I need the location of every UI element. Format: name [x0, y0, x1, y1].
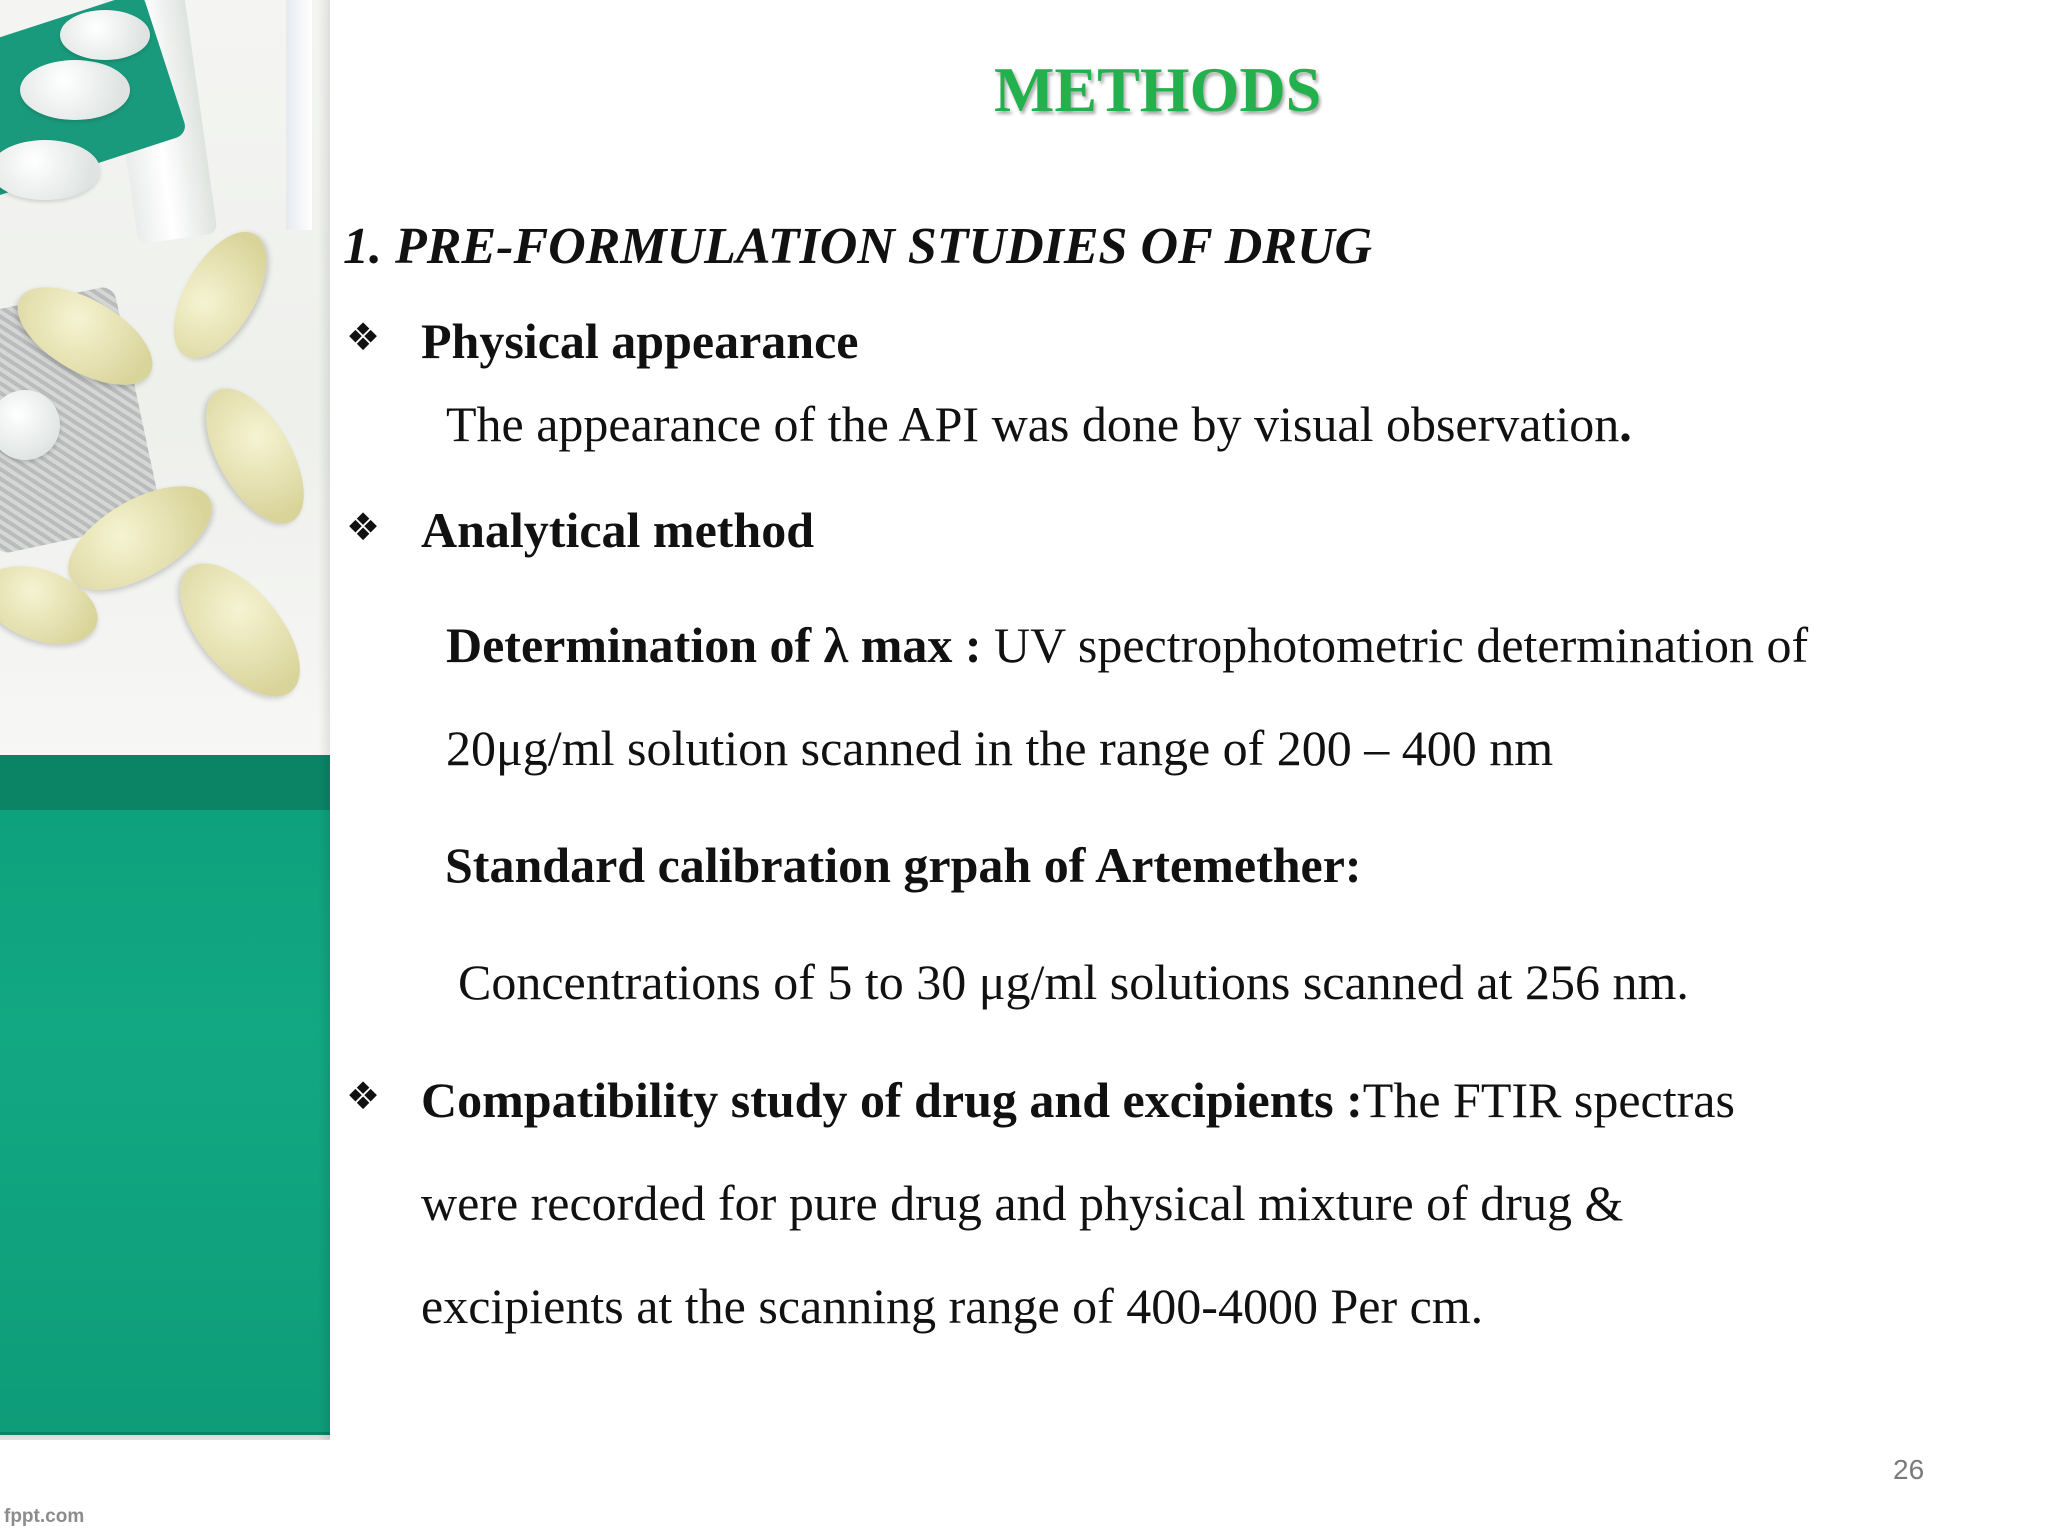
- panel-bottom-shadow: [0, 1432, 330, 1440]
- physical-appearance-text: The appearance of the API was done by visual observation.: [446, 396, 1632, 452]
- compatibility-paragraph: [421, 1070, 1735, 1130]
- pill-graphic: [0, 140, 100, 200]
- compatibility-text-line3: excipients at the scanning range of 400-4000 Per cm.: [421, 1278, 1484, 1334]
- lambda-max-text-line2: 20μg/ml solution scanned in the range of 200 – 400 nm: [446, 720, 1554, 776]
- diamond-bullet-icon: ❖: [346, 505, 381, 549]
- panel-shadow: [318, 0, 330, 1440]
- pills-photo: [0, 0, 330, 755]
- diamond-bullet-icon: ❖: [346, 1074, 381, 1118]
- lambda-max-label: Determination of λ max :: [446, 617, 982, 673]
- decorative-side-panel: [0, 0, 330, 1440]
- slide-title: METHODS: [994, 54, 1322, 125]
- physical-appearance-heading: Physical appearance: [421, 313, 859, 369]
- section-heading: 1. PRE-FORMULATION STUDIES OF DRUG: [343, 218, 1373, 275]
- lambda-max-paragraph: [446, 615, 1808, 675]
- lambda-max-text: UV spectrophotometric determination of: [981, 617, 1809, 673]
- pill-graphic: [60, 10, 150, 60]
- pill-graphic: [158, 543, 322, 717]
- pill-graphic: [155, 217, 286, 373]
- calibration-text: Concentrations of 5 to 30 μg/ml solutions scanned at 256 nm.: [458, 954, 1689, 1010]
- analytical-method-heading: Analytical method: [421, 502, 815, 558]
- watermark: fppt.com: [4, 1506, 85, 1527]
- teal-band: [0, 755, 330, 810]
- compatibility-label: Compatibility study of drug and excipients :: [421, 1072, 1363, 1128]
- test-tube-graphic: [286, 0, 312, 230]
- compatibility-text: The FTIR spectras: [1362, 1072, 1735, 1128]
- pill-graphic: [20, 60, 130, 120]
- calibration-label: Standard calibration grpah of Artemether:: [445, 837, 1362, 893]
- page-number: 26: [1893, 1454, 1925, 1485]
- compatibility-text-line2: were recorded for pure drug and physical mixture of drug &: [421, 1175, 1624, 1231]
- diamond-bullet-icon: ❖: [346, 315, 381, 359]
- teal-panel: [0, 755, 330, 1435]
